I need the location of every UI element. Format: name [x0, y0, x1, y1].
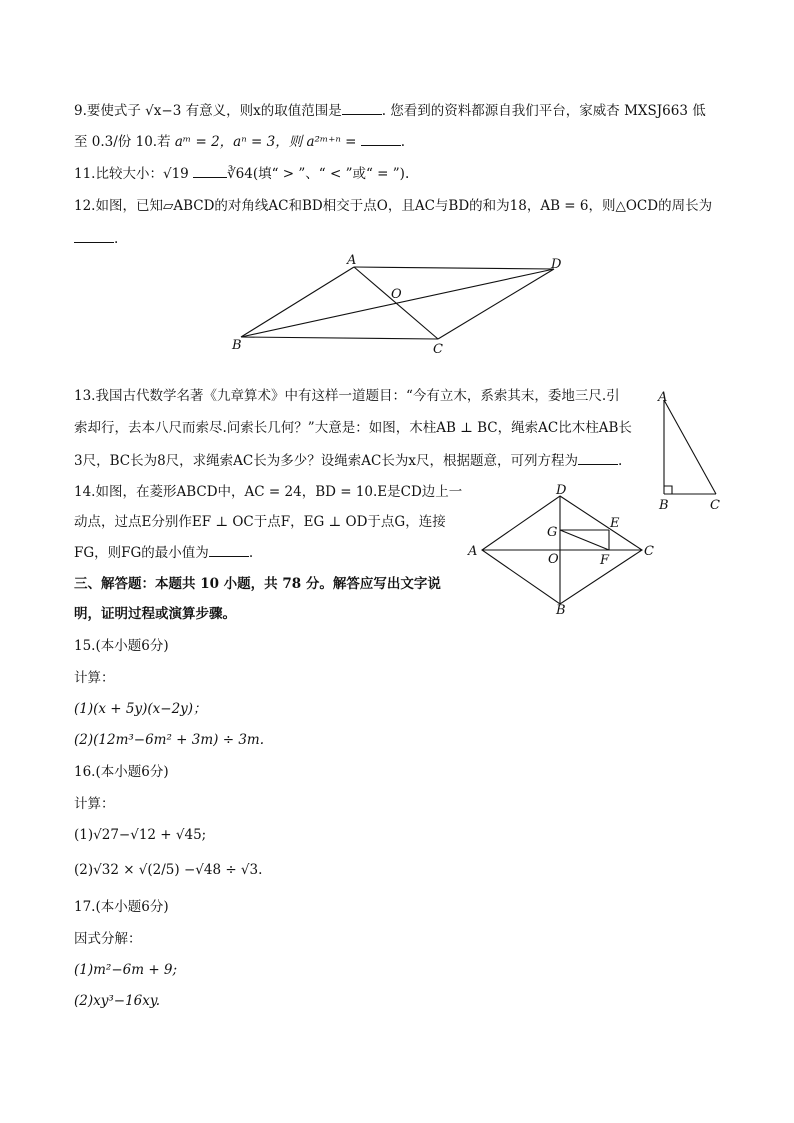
rhombus-figure [464, 482, 664, 617]
q17-p2-text: (2)xy³−16xy. [74, 993, 161, 1009]
q9-line2 [74, 131, 405, 152]
q12-line1 [74, 196, 712, 216]
label-f: F [600, 553, 610, 568]
q13-tail: . [617, 453, 623, 469]
q16-instr-text: 计算： [74, 796, 115, 812]
q17-part2 [74, 991, 160, 1011]
label-c: C [433, 342, 443, 357]
edge-cd [438, 269, 554, 339]
q16-instruction [74, 794, 115, 814]
q16-part1 [74, 825, 206, 845]
section3-heading-line2 [74, 604, 236, 624]
answer-blank [193, 163, 227, 178]
q17-title [74, 897, 169, 917]
label-e: E [610, 516, 620, 531]
q14-line3 [74, 542, 253, 563]
q15-part2 [74, 730, 264, 750]
q10-prefix: 至 0.3/份 10.若 [74, 134, 171, 150]
q17-p1-text: (1)m²−6m + 9; [74, 962, 178, 978]
answer-blank [74, 228, 114, 243]
segment-gf [560, 530, 609, 550]
label-a: A [468, 544, 478, 559]
q13-line2 [74, 418, 632, 438]
q14-line1 [74, 482, 462, 502]
q11-line [74, 163, 409, 184]
label-a: A [658, 390, 668, 405]
right-angle-mark [664, 486, 672, 494]
edge-ab [241, 267, 354, 337]
q17-instr-text: 因式分解： [74, 931, 142, 947]
edge-ad [354, 267, 554, 269]
label-d: D [551, 257, 562, 272]
q15-p2-text: (2)(12m³−6m² + 3m) ÷ 3m. [74, 732, 265, 748]
label-o: O [548, 552, 559, 567]
q15-instr-text: 计算： [74, 670, 115, 686]
answer-blank [578, 450, 618, 465]
section3-text2: 明，证明过程或演算步骤。 [74, 606, 236, 622]
q13-line3 [74, 450, 622, 471]
q16-title-text: 16.(本小题6分) [74, 764, 169, 780]
q11-prefix: 11.比较大小：√19 [74, 166, 189, 182]
q9-tail: . 您看到的资料都源自我们平台，家威杏 MXSJ663 低 [381, 103, 706, 119]
q11-mid: ∛64 [227, 166, 253, 182]
label-c: C [644, 544, 654, 559]
q17-part1 [74, 960, 177, 980]
q14-text1: 14.如图，在菱形ABCD中，AC = 24，BD = 10.E是CD边上一 [74, 484, 463, 500]
answer-blank [209, 542, 249, 557]
section3-heading-line1 [74, 574, 441, 594]
answer-blank [361, 131, 401, 146]
label-b: B [659, 498, 669, 513]
q15-title-text: 15.(本小题6分) [74, 638, 169, 654]
diagonal-bd [241, 269, 554, 337]
q15-instruction [74, 668, 115, 688]
label-a: A [347, 253, 357, 268]
q17-title-text: 17.(本小题6分) [74, 899, 169, 915]
q14-tail: . [248, 545, 254, 561]
q11-tail: (填“ > ”、“ < ”或“ = ”). [252, 166, 410, 182]
q15-part1 [74, 699, 207, 719]
label-b: B [232, 338, 242, 353]
label-o: O [391, 287, 402, 302]
label-b: B [556, 603, 566, 617]
q12-text: 12.如图，已知▱ABCD的对角线AC和BD相交于点O，且AC与BD的和为18，AB = 6，则△OCD的周长为 [74, 198, 713, 214]
edge-bc [241, 337, 438, 339]
q16-p1-text: (1)√27−√12 + √45; [74, 827, 207, 843]
q9-line1 [74, 100, 706, 121]
q15-p1-text: (1)(x + 5y)(x−2y)； [74, 701, 207, 717]
q13-text3: 3尺，BC长为8尺，求绳索AC长为多少？设绳索AC长为x尺，根据题意，可列方程为 [74, 453, 578, 469]
q14-line2 [74, 512, 446, 532]
q12-tail: . [114, 231, 119, 247]
q10-expression: aᵐ = 2，aⁿ = 3，则 a²ᵐ⁺ⁿ = [174, 134, 357, 150]
label-d: D [556, 483, 567, 498]
q9-text: 9.要使式子 √x−3 有意义，则x的取值范围是 [74, 103, 342, 119]
q15-title [74, 636, 169, 656]
label-g: G [547, 525, 558, 540]
q16-title [74, 762, 169, 782]
edge-ac [664, 400, 716, 494]
section3-text1: 三、解答题：本题共 10 小题，共 78 分。解答应写出文字说 [74, 576, 441, 592]
parallelogram-figure [228, 250, 588, 360]
right-triangle-figure [652, 388, 732, 513]
answer-blank [342, 100, 382, 115]
q13-text2: 索却行，去本八尺而索尽.问索长几何？”大意是：如图，木柱AB ⊥ BC，绳索AC比木柱AB长 [74, 420, 632, 436]
q14-text3: FG，则FG的最小值为 [74, 545, 209, 561]
q13-text1: 13.我国古代数学名著《九章算术》中有这样一道题目：“今有立木，系索其末，委地三尺.引 [74, 388, 620, 404]
q17-instruction [74, 929, 142, 949]
q16-part2 [74, 860, 262, 880]
q16-p2-text: (2)√32 × √(2/5) −√48 ÷ √3. [74, 862, 263, 878]
label-c: C [710, 498, 720, 513]
q12-line2 [74, 228, 118, 249]
q13-line1 [74, 386, 620, 406]
q14-text2: 动点，过点E分别作EF ⊥ OC于点F，EG ⊥ OD于点G，连接 [74, 514, 446, 530]
q10-tail: . [400, 134, 406, 150]
